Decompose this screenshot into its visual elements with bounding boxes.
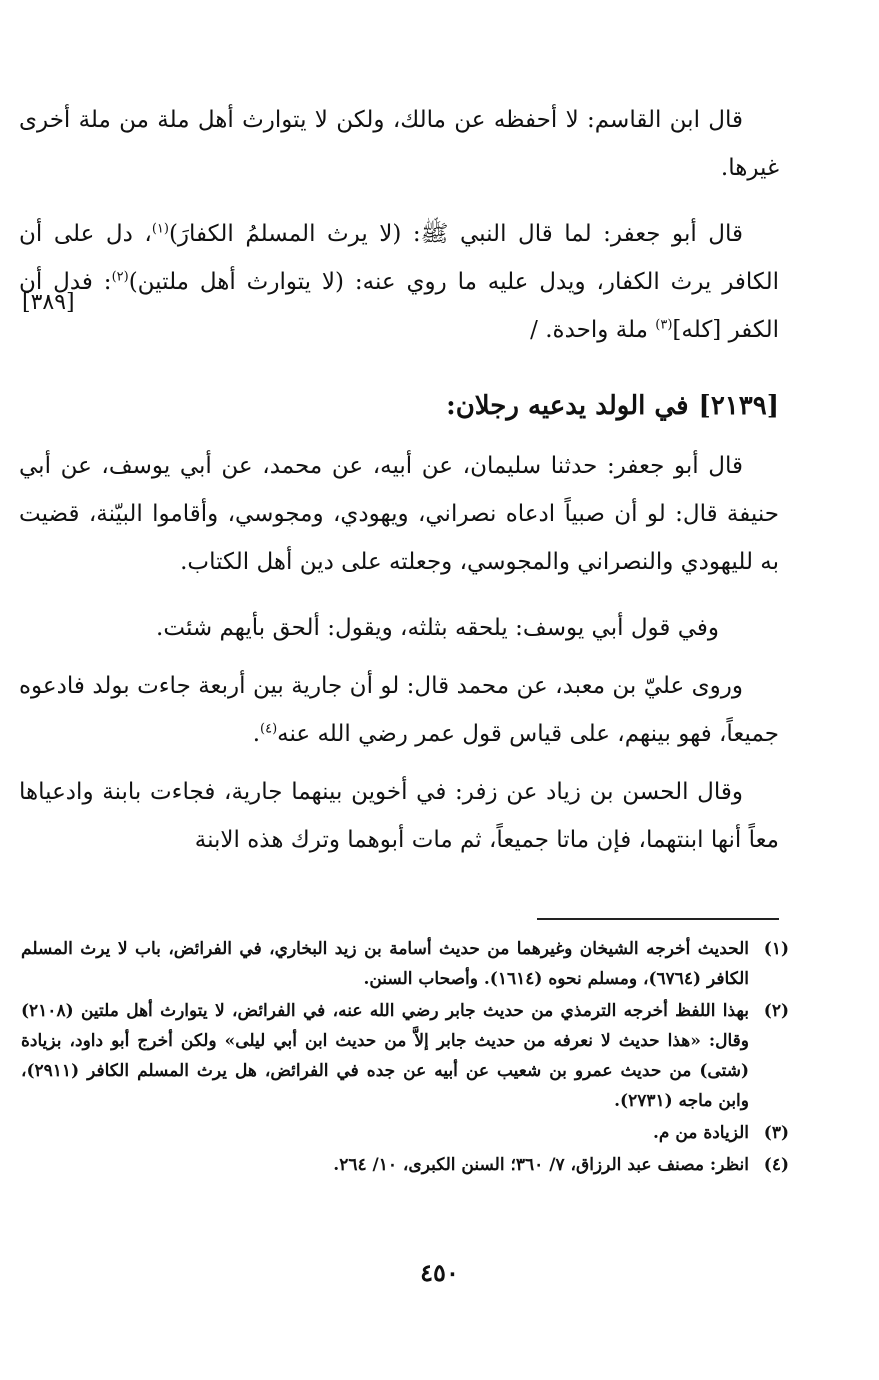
page-number: ٤٥٠: [420, 1258, 459, 1287]
footnote-4: [21, 1150, 789, 1180]
page-margin-marker: [٣٨٩]: [22, 290, 75, 315]
footnotes: [21, 934, 789, 1182]
paragraph-abu-jafar-commentary: [19, 210, 779, 354]
section-heading: [19, 384, 779, 428]
footnote-separator: [537, 918, 779, 920]
footnote-2: [21, 996, 789, 1116]
paragraph-abu-yusuf-view: [19, 604, 779, 652]
paragraph-text: وفي قول أبي يوسف: يلحقه بثلثه، ويقول: ألحق بأيهم شئت.: [156, 615, 719, 641]
paragraph-text: ، دل على أن الكافر يرث الكفار، ويدل عليه ما روي عنه: (لا يتوارث أهل ملتين): [19, 221, 779, 295]
footnote-1: [21, 934, 789, 994]
paragraph-text: وروى عليّ بن معبد، عن محمد قال: لو أن جارية بين أربعة جاءت بولد فادعوه جميعاً، فهو بينهم، على قياس قول عمر رضي الله عنه: [19, 673, 779, 747]
paragraph-text: قال ابن القاسم: لا أحفظه عن مالك، ولكن لا يتوارث أهل ملة من ملة أخرى غيرها.: [19, 107, 779, 181]
section-title: في الولد يدعيه رجلان:: [446, 391, 689, 421]
paragraph-ibn-al-qasim: [19, 96, 779, 192]
footnote-number: (٤): [763, 1155, 789, 1175]
paragraph-hasan-ibn-ziyad: [19, 768, 779, 864]
footnote-ref-2[interactable]: (٢): [111, 269, 129, 285]
paragraph-ali-ibn-mabad: [19, 662, 779, 758]
footnote-number: (٢): [763, 1001, 789, 1021]
footnote-text: الزيادة من م.: [653, 1123, 749, 1143]
footnote-number: (٣): [763, 1123, 789, 1143]
paragraph-text: قال أبو جعفر: لما قال النبي ﷺ: (لا يرث المسلمُ الكفارَ): [168, 221, 743, 247]
main-text: [19, 96, 779, 874]
footnote-ref-1[interactable]: (١): [151, 221, 169, 237]
footnote-text: الحديث أخرجه الشيخان وغيرهما من حديث أسامة بن زيد البخاري، في الفرائض، باب لا يرث المسلم الكافر (٦٧٦٤)، ومسلم نحوه (١٦١٤). وأصحاب السنن.: [21, 939, 749, 989]
footnote-ref-3[interactable]: (٣): [655, 317, 673, 333]
paragraph-text: .: [252, 721, 260, 747]
footnote-number: (١): [763, 939, 789, 959]
paragraph-text: قال أبو جعفر: حدثنا سليمان، عن أبيه، عن محمد، عن أبي يوسف، عن أبي حنيفة قال: لو أن صبياً ادعاه نصراني، ويهودي، ومجوسي، وأقاموا البيّنة، قضيت به لليهودي والنصراني والمجوسي، وجعلته على دين أهل الكتاب.: [19, 453, 779, 575]
paragraph-text: : فدل أن الكفر [كله]: [19, 269, 779, 343]
footnote-text: انظر: مصنف عبد الرزاق، ٧/ ٣٦٠؛ السنن الكبرى، ١٠/ ٢٦٤.: [333, 1155, 749, 1175]
footnote-3: [21, 1118, 789, 1148]
paragraph-text: وقال الحسن بن زياد عن زفر: في أخوين بينهما جارية، فجاءت بابنة وادعياها معاً أنها ابنتهما، فإن ماتا جميعاً، ثم مات أبوهما وترك هذه الابنة: [19, 779, 779, 853]
footnote-ref-4[interactable]: (٤): [260, 721, 278, 737]
footnote-text: بهذا اللفظ أخرجه الترمذي من حديث جابر رضي الله عنه، في الفرائض، لا يتوارث أهل ملتين (٢١٠٨) وقال: «هذا حديث لا نعرفه من حديث جابر إلاَّ من حديث ابن أبي ليلى» ولكن أخرج أبو داود، بزيادة (شتى) من حديث عمرو بن شعيب عن أبيه عن جده في الفرائض، هل يرث المسلم الكافر (٢٩١١)، وابن ماجه (٢٧٣١).: [21, 1001, 749, 1111]
paragraph-abu-hanifa-ruling: [19, 442, 779, 586]
paragraph-text: ملة واحدة. /: [530, 317, 656, 343]
section-number: [٢١٣٩]: [698, 391, 779, 421]
